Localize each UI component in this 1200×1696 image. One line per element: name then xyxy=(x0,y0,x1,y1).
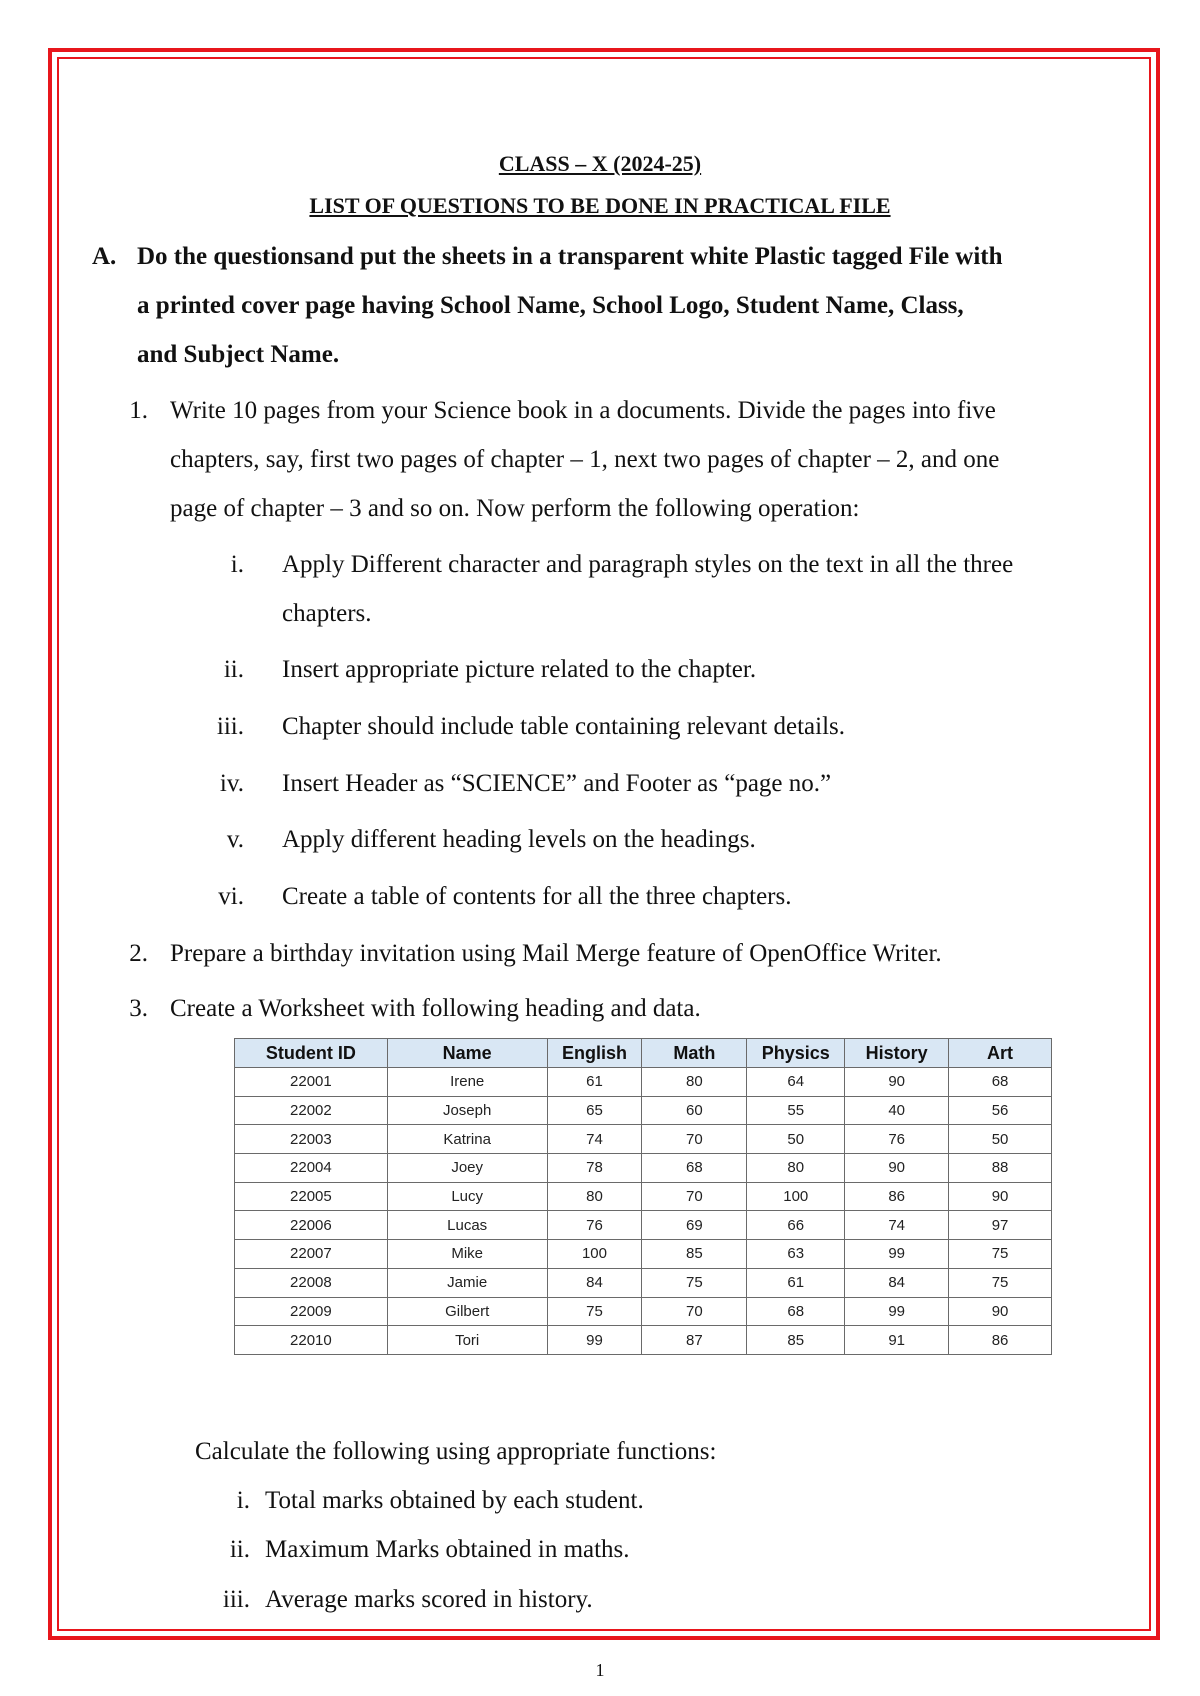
table-cell: 75 xyxy=(642,1268,747,1297)
table-cell: 97 xyxy=(949,1211,1052,1240)
column-header: Math xyxy=(642,1039,747,1068)
q1-sub-text: Apply different heading levels on the headings. xyxy=(282,826,756,853)
page-number: 1 xyxy=(595,1660,605,1680)
table-cell: 75 xyxy=(547,1297,642,1326)
q1-line: page of chapter – 3 and so on. Now perform the following operation: xyxy=(170,495,860,522)
table-cell: Jamie xyxy=(387,1268,547,1297)
table-cell: 60 xyxy=(642,1096,747,1125)
q1-sub-text: Create a table of contents for all the three chapters. xyxy=(282,883,792,910)
q1-sub-number: ii. xyxy=(223,656,244,683)
table-header-row xyxy=(235,1039,1052,1068)
table-cell: 76 xyxy=(845,1125,949,1154)
table-cell: 70 xyxy=(642,1297,747,1326)
section-a-line: Do the questionsand put the sheets in a transparent white Plastic tagged File with xyxy=(137,243,1003,270)
table-cell: 40 xyxy=(845,1096,949,1125)
table-cell: 68 xyxy=(747,1297,845,1326)
q1-line: Write 10 pages from your Science book in a documents. Divide the pages into five xyxy=(170,397,996,424)
table-cell: 65 xyxy=(547,1096,642,1125)
table-cell: 70 xyxy=(642,1125,747,1154)
table-cell: Gilbert xyxy=(387,1297,547,1326)
calc-item-number: ii. xyxy=(229,1536,250,1563)
table-cell: 90 xyxy=(949,1297,1052,1326)
calc-item-number: i. xyxy=(236,1487,250,1514)
table-cell: Irene xyxy=(387,1068,547,1097)
column-header: English xyxy=(547,1039,642,1068)
table-cell: 75 xyxy=(949,1268,1052,1297)
q1-sub-text: Apply Different character and paragraph styles on the text in all the three xyxy=(282,551,1014,578)
table-row xyxy=(235,1096,1052,1125)
table-cell: Lucy xyxy=(387,1182,547,1211)
q1-sub-number: v. xyxy=(226,826,244,853)
table-row xyxy=(235,1240,1052,1269)
table-cell: 22004 xyxy=(235,1154,388,1183)
section-a-instructions xyxy=(92,232,1112,379)
table-cell: 70 xyxy=(642,1182,747,1211)
table-cell: Joseph xyxy=(387,1096,547,1125)
table-cell: Tori xyxy=(387,1326,547,1355)
table-row xyxy=(235,1326,1052,1355)
table-row xyxy=(235,1125,1052,1154)
calc-item-text: Average marks scored in history. xyxy=(265,1586,593,1613)
table-row xyxy=(235,1182,1052,1211)
table-cell: 22001 xyxy=(235,1068,388,1097)
table-cell: 50 xyxy=(747,1125,845,1154)
table-row xyxy=(235,1211,1052,1240)
table-cell: 80 xyxy=(642,1068,747,1097)
table-body xyxy=(235,1068,1052,1355)
table-cell: 86 xyxy=(845,1182,949,1211)
table-cell: Mike xyxy=(387,1240,547,1269)
column-header: Student ID xyxy=(235,1039,388,1068)
q1-sub-text: Insert Header as “SCIENCE” and Footer as “page no.” xyxy=(282,770,832,797)
table-cell: 68 xyxy=(642,1154,747,1183)
table-cell: Joey xyxy=(387,1154,547,1183)
table-cell: 66 xyxy=(747,1211,845,1240)
table-cell: 63 xyxy=(747,1240,845,1269)
table-cell: 69 xyxy=(642,1211,747,1240)
table-cell: 87 xyxy=(642,1326,747,1355)
q1-sub-text: Chapter should include table containing relevant details. xyxy=(282,713,846,740)
q1-sub-text: Insert appropriate picture related to the chapter. xyxy=(282,656,757,683)
calc-item-text: Total marks obtained by each student. xyxy=(265,1487,644,1514)
q1-sub-number: iii. xyxy=(216,713,244,740)
table-row xyxy=(235,1068,1052,1097)
table-cell: 22003 xyxy=(235,1125,388,1154)
table-cell: 55 xyxy=(747,1096,845,1125)
calc-intro: Calculate the following using appropriate functions: xyxy=(195,1438,717,1465)
table-row xyxy=(235,1297,1052,1326)
table-cell: 22010 xyxy=(235,1326,388,1355)
calc-item-number: iii. xyxy=(222,1586,250,1613)
table-cell: 61 xyxy=(747,1268,845,1297)
table-cell: 56 xyxy=(949,1096,1052,1125)
column-header: Name xyxy=(387,1039,547,1068)
table-cell: 22008 xyxy=(235,1268,388,1297)
table-cell: 99 xyxy=(845,1240,949,1269)
table-cell: 90 xyxy=(845,1154,949,1183)
table-cell: 85 xyxy=(747,1326,845,1355)
table-cell: 22006 xyxy=(235,1211,388,1240)
page-title: CLASS – X (2024-25) xyxy=(498,151,702,176)
table-cell: 88 xyxy=(949,1154,1052,1183)
table-cell: 76 xyxy=(547,1211,642,1240)
calc-item-text: Maximum Marks obtained in maths. xyxy=(265,1536,630,1563)
column-header: Physics xyxy=(747,1039,845,1068)
table-cell: 22009 xyxy=(235,1297,388,1326)
section-a-label: A. xyxy=(92,243,117,270)
table-cell: 78 xyxy=(547,1154,642,1183)
table-cell: 84 xyxy=(547,1268,642,1297)
table-cell: 100 xyxy=(547,1240,642,1269)
table-cell: 50 xyxy=(949,1125,1052,1154)
q1-sub-number: vi. xyxy=(218,883,244,910)
table-cell: 84 xyxy=(845,1268,949,1297)
table-cell: 99 xyxy=(547,1326,642,1355)
table-cell: 86 xyxy=(949,1326,1052,1355)
q1-line: chapters, say, first two pages of chapter – 1, next two pages of chapter – 2, and one xyxy=(170,446,1000,473)
q3-text: Create a Worksheet with following heading and data. xyxy=(170,995,701,1022)
q3-number: 3. xyxy=(129,995,148,1022)
table-row xyxy=(235,1154,1052,1183)
q1-sub-number: iv. xyxy=(219,770,244,797)
table-cell: 90 xyxy=(949,1182,1052,1211)
section-a-line: a printed cover page having School Name, School Logo, Student Name, Class, xyxy=(137,292,964,319)
table-cell: 74 xyxy=(547,1125,642,1154)
table-cell: 80 xyxy=(547,1182,642,1211)
q1-sub-number: i. xyxy=(230,551,244,578)
table-cell: 91 xyxy=(845,1326,949,1355)
q2-number: 2. xyxy=(129,940,148,967)
table-cell: 75 xyxy=(949,1240,1052,1269)
table-cell: 22007 xyxy=(235,1240,388,1269)
page-subtitle: LIST OF QUESTIONS TO BE DONE IN PRACTICAL FILE xyxy=(309,193,891,218)
table-cell: Katrina xyxy=(387,1125,547,1154)
q2-text: Prepare a birthday invitation using Mail Merge feature of OpenOffice Writer. xyxy=(170,940,942,967)
column-header: Art xyxy=(949,1039,1052,1068)
table-cell: 61 xyxy=(547,1068,642,1097)
table-cell: 64 xyxy=(747,1068,845,1097)
table-cell: 99 xyxy=(845,1297,949,1326)
table-cell: 74 xyxy=(845,1211,949,1240)
column-header: History xyxy=(845,1039,949,1068)
table-cell: 85 xyxy=(642,1240,747,1269)
table-cell: 22005 xyxy=(235,1182,388,1211)
table-cell: 80 xyxy=(747,1154,845,1183)
table-cell: Lucas xyxy=(387,1211,547,1240)
table-cell: 90 xyxy=(845,1068,949,1097)
q1-sub-text: chapters. xyxy=(282,600,372,627)
table-cell: 22002 xyxy=(235,1096,388,1125)
q1-number: 1. xyxy=(129,397,148,424)
table-row xyxy=(235,1268,1052,1297)
table-cell: 100 xyxy=(747,1182,845,1211)
student-marks-table xyxy=(234,1038,1052,1355)
section-a-line: and Subject Name. xyxy=(137,341,340,368)
table-cell: 68 xyxy=(949,1068,1052,1097)
